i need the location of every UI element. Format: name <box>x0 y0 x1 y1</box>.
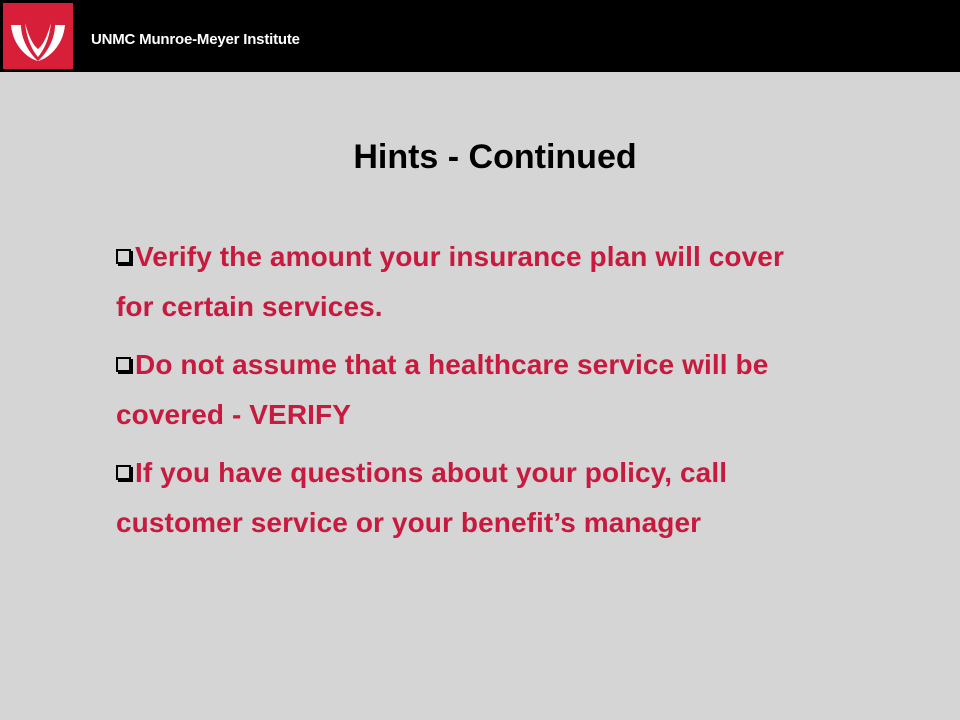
header-bar <box>0 0 960 72</box>
bullet-text-line2: for certain services. <box>116 291 383 322</box>
bullet-list <box>116 232 916 556</box>
bullet-item <box>116 340 916 440</box>
bullet-text-line2: covered - VERIFY <box>116 399 352 430</box>
checkbox-bullet-icon <box>116 465 131 480</box>
bullet-text-line1: Verify the amount your insurance plan will cover <box>135 241 784 272</box>
bullet-text-line1: If you have questions about your policy, call <box>135 457 728 488</box>
checkbox-bullet-icon <box>116 357 131 372</box>
unmc-logo-icon <box>3 3 73 69</box>
bullet-item <box>116 232 916 332</box>
checkbox-bullet-icon <box>116 249 131 264</box>
organization-name: UNMC Munroe-Meyer Institute <box>91 31 300 48</box>
bullet-text-line2: customer service or your benefit’s manager <box>116 507 702 538</box>
bullet-item <box>116 448 916 548</box>
slide-title: Hints - Continued <box>353 138 637 176</box>
bullet-text-line1: Do not assume that a healthcare service will be <box>135 349 769 380</box>
